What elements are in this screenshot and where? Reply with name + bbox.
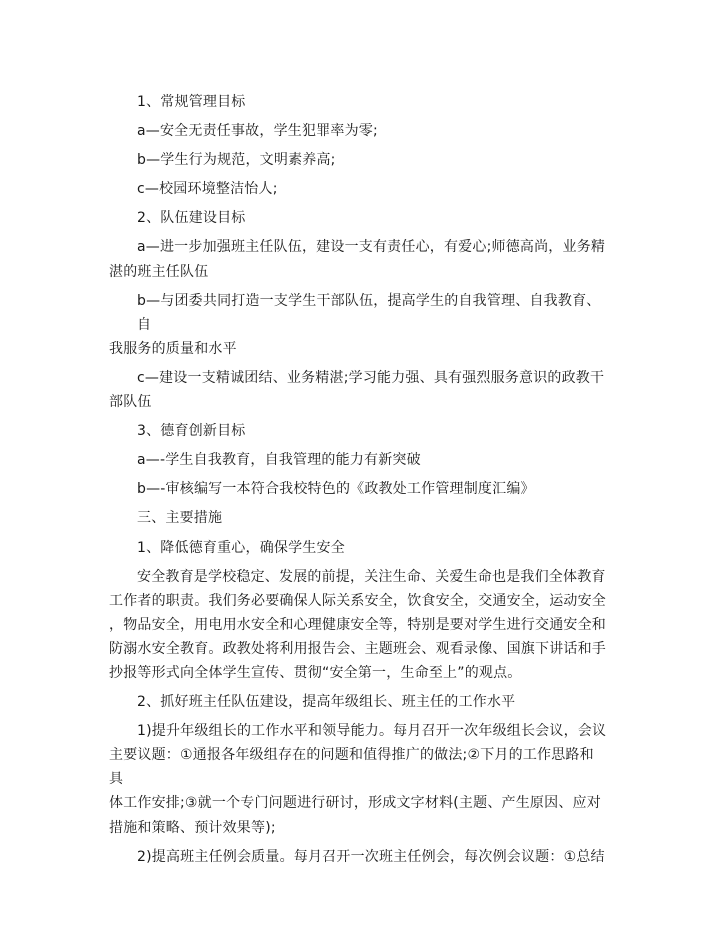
text-line: 措施和策略、预计效果等); xyxy=(109,819,276,836)
text-line: b—学生行为规范，文明素养高; xyxy=(137,152,336,169)
paragraph xyxy=(137,448,607,472)
paragraph xyxy=(109,366,607,414)
paragraph xyxy=(109,289,607,361)
text-line: b—与团委共同打造一支学生干部队伍，提高学生的自我管理、自我教育、自 xyxy=(137,292,601,333)
paragraph xyxy=(137,419,607,443)
text-line: 体工作安排;③就一个专门问题进行研讨，形成文字材料(主题、产生原因、应对 xyxy=(109,795,601,812)
paragraph xyxy=(109,719,607,839)
text-line: 2)提高班主任例会质量。每月召开一次班主任例会，每次例会议题：①总结 xyxy=(137,848,605,865)
text-line: a—安全无责任事故，学生犯罪率为零; xyxy=(137,123,378,140)
paragraph xyxy=(137,536,607,560)
paragraph xyxy=(137,477,607,501)
paragraph xyxy=(109,235,607,283)
text-line: c—校园环境整洁怡人; xyxy=(137,181,278,198)
text-line: a—-学生自我教育，自我管理的能力有新突破 xyxy=(137,452,421,469)
paragraph xyxy=(137,177,607,201)
text-line: ，物品安全，用电用水安全和心理健康安全等，特别是要对学生进行交通安全和 xyxy=(109,616,606,633)
text-line: 工作者的职责。我们务必要确保人际关系安全，饮食安全，交通安全，运动安全 xyxy=(109,592,606,609)
text-line: 1、常规管理目标 xyxy=(137,94,246,110)
text-line: 三、主要措施 xyxy=(137,510,223,527)
text-line: 1)提升年级组长的工作水平和领导能力。每月召开一次年级组长会议，会议 xyxy=(137,723,607,740)
text-line: 防溺水安全教育。政教处将利用报告会、主题班会、观看录像、国旗下讲话和手 xyxy=(109,640,606,657)
text-line: c—建设一支精诚团结、业务精湛;学习能力强、具有强烈服务意识的政教干 xyxy=(137,369,605,386)
text-line: 1、降低德育重心，确保学生安全 xyxy=(137,539,345,556)
paragraph xyxy=(137,845,607,869)
paragraph xyxy=(137,690,607,714)
text-line: 3、德育创新目标 xyxy=(137,423,246,440)
paragraph xyxy=(137,90,607,114)
text-line: 2、队伍建设目标 xyxy=(137,210,246,227)
text-line: 湛的班主任队伍 xyxy=(109,263,209,280)
text-line: a—进一步加强班主任队伍，建设一支有责任心，有爱心;师德高尚，业务精 xyxy=(137,239,606,256)
paragraph xyxy=(137,148,607,172)
text-line: b—-审核编写一本符合我校特色的《政教处工作管理制度汇编》 xyxy=(137,481,535,498)
text-line: 安全教育是学校稳定、发展的前提，关注生命、关爱生命也是我们全体教育 xyxy=(137,568,606,585)
document-body xyxy=(109,90,607,874)
paragraph xyxy=(137,119,607,143)
text-line: 2、抓好班主任队伍建设，提高年级组长、班主任的工作水平 xyxy=(137,694,516,711)
paragraph xyxy=(109,565,607,685)
text-line: 部队伍 xyxy=(109,394,152,411)
text-line: 主要议题：①通报各年级组存在的问题和值得推广的做法;②下月的工作思路和具 xyxy=(109,747,594,788)
paragraph xyxy=(137,506,607,530)
paragraph xyxy=(137,206,607,230)
text-line: 抄报等形式向全体学生宣传、贯彻“安全第一，生命至上”的观点。 xyxy=(109,664,522,681)
text-line: 我服务的质量和水平 xyxy=(109,340,237,357)
